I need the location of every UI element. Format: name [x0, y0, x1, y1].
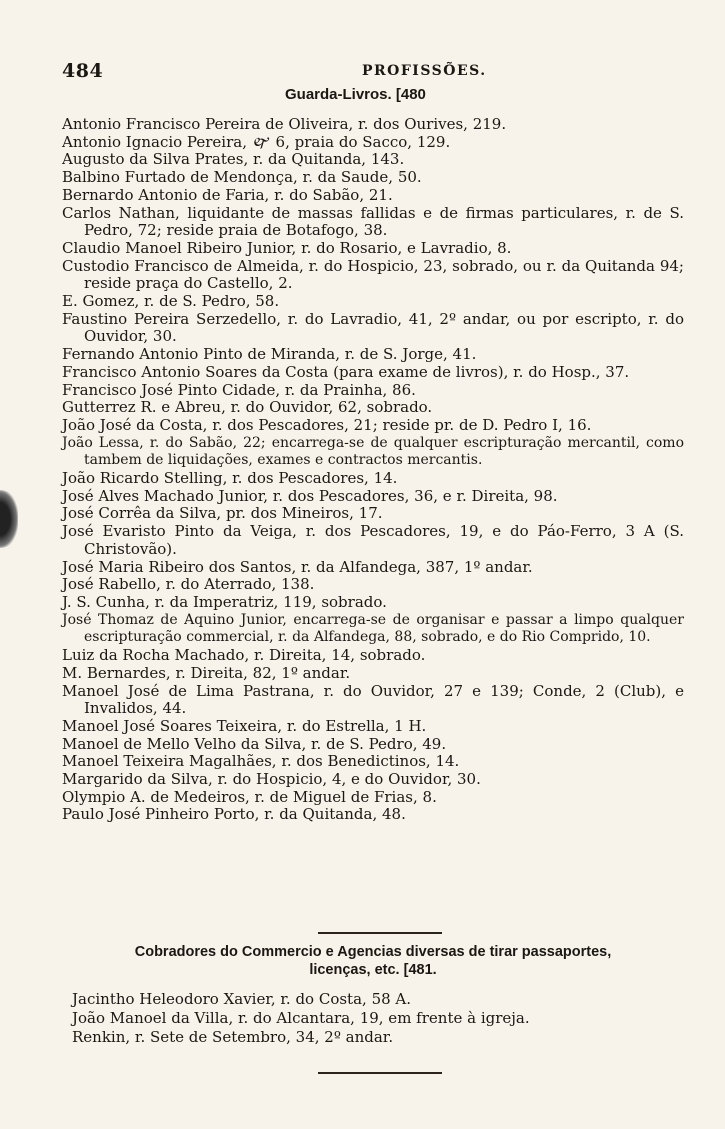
- guarda-livros-list: [62, 116, 684, 824]
- divider-rule: [318, 932, 442, 934]
- list-item: Gutterrez R. e Abreu, r. do Ouvidor, 62, sobrado.: [62, 398, 433, 417]
- page-title: PROFISSÕES.: [362, 63, 487, 79]
- list-item: José Evaristo Pinto da Veiga, r. dos Pescadores, 19, e do Páo-Ferro, 3 A (S. Christovão).: [62, 522, 684, 558]
- section-heading-line: Cobradores do Commercio e Agencias diversas de tirar passaportes,: [134, 944, 612, 960]
- list-item: Manoel José Soares Teixeira, r. do Estrella, 1 H.: [62, 716, 427, 735]
- page-number: 484: [62, 60, 104, 82]
- ink-blot-decoration: [0, 490, 18, 548]
- list-item: Manoel de Mello Velho da Silva, r. de S. Pedro, 49.: [62, 734, 447, 753]
- list-item: João Ricardo Stelling, r. dos Pescadores, 14.: [62, 469, 398, 488]
- list-item: Francisco Antonio Soares da Costa (para exame de livros), r. do Hosp., 37.: [62, 362, 630, 381]
- section-heading-line: licenças, etc. [481.: [309, 962, 437, 978]
- section-heading-guarda-livros: Guarda-Livros. [480: [285, 86, 426, 103]
- list-item: Antonio Francisco Pereira de Oliveira, r. dos Ourives, 219.: [62, 115, 507, 133]
- list-item: João Lessa, r. do Sabão, 22; encarrega-se de qualquer escripturação mercantil, como tambem de liquidações, exames e contractos mercantis.: [62, 434, 684, 469]
- list-item: Renkin, r. Sete de Setembro, 34, 2º andar.: [72, 1028, 394, 1046]
- list-item: Paulo José Pinheiro Porto, r. da Quitanda, 48.: [62, 805, 406, 824]
- list-item: Custodio Francisco de Almeida, r. do Hospicio, 23, sobrado, ou r. da Quitanda 94; reside praça do Castello, 2.: [62, 256, 684, 293]
- divider-rule: [318, 1072, 442, 1074]
- list-item: Augusto da Silva Prates, r. da Quitanda, 143.: [62, 150, 405, 169]
- list-item: José Alves Machado Junior, r. dos Pescadores, 36, e r. Direita, 98.: [62, 486, 558, 505]
- list-item: José Thomaz de Aquino Junior, encarrega-se de organisar e passar a limpo qualquer escripturação commercial, r. da Alfandega, 88, sobrado, e do Rio Comprido, 10.: [62, 611, 684, 646]
- cobradores-list: [72, 990, 684, 1047]
- list-item: Claudio Manoel Ribeiro Junior, r. do Rosario, e Lavradio, 8.: [62, 238, 512, 257]
- list-item: João Manoel da Villa, r. do Alcantara, 19, em frente à igreja.: [72, 1009, 530, 1027]
- list-item: Margarido da Silva, r. do Hospicio, 4, e do Ouvidor, 30.: [62, 770, 481, 789]
- list-item: E. Gomez, r. de S. Pedro, 58.: [62, 292, 280, 311]
- section-heading-cobradores: [62, 943, 684, 979]
- list-item: Jacintho Heleodoro Xavier, r. do Costa, 58 A.: [72, 990, 412, 1008]
- list-item: Bernardo Antonio de Faria, r. do Sabão, 21.: [62, 185, 393, 204]
- list-item: José Maria Ribeiro dos Santos, r. da Alfandega, 387, 1º andar.: [62, 557, 533, 576]
- list-item: Faustino Pereira Serzedello, r. do Lavradio, 41, 2º andar, ou por escripto, r. do Ouvidor, 30.: [62, 309, 684, 346]
- list-item: Manoel Teixeira Magalhães, r. dos Benedictinos, 14.: [62, 752, 460, 771]
- list-item: J. S. Cunha, r. da Imperatriz, 119, sobrado.: [62, 592, 387, 611]
- list-item: José Rabello, r. do Aterrado, 138.: [62, 575, 315, 594]
- list-item: M. Bernardes, r. Direita, 82, 1º andar.: [62, 663, 351, 682]
- list-item: Luiz da Rocha Machado, r. Direita, 14, sobrado.: [62, 646, 426, 665]
- list-item: Fernando Antonio Pinto de Miranda, r. de S. Jorge, 41.: [62, 345, 477, 364]
- list-item: Carlos Nathan, liquidante de massas fallidas e de firmas particulares, r. de S. Pedro, 72; reside praia de Botafogo, 38.: [62, 203, 684, 240]
- list-item: Manoel José de Lima Pastrana, r. do Ouvidor, 27 e 139; Conde, 2 (Club), e Invalidos, 44.: [62, 681, 684, 718]
- list-item: Francisco José Pinto Cidade, r. da Prainha, 86.: [62, 380, 416, 399]
- page-header: [62, 60, 682, 82]
- list-item: Balbino Furtado de Mendonça, r. da Saude, 50.: [62, 168, 422, 187]
- list-item: José Corrêa da Silva, pr. dos Mineiros, 17.: [62, 504, 383, 523]
- list-item: Antonio Ignacio Pereira, 🙰 6, praia do Sacco, 129.: [62, 132, 451, 151]
- list-item: João José da Costa, r. dos Pescadores, 21; reside pr. de D. Pedro I, 16.: [62, 415, 592, 434]
- list-item: Olympio A. de Medeiros, r. de Miguel de Frias, 8.: [62, 787, 437, 806]
